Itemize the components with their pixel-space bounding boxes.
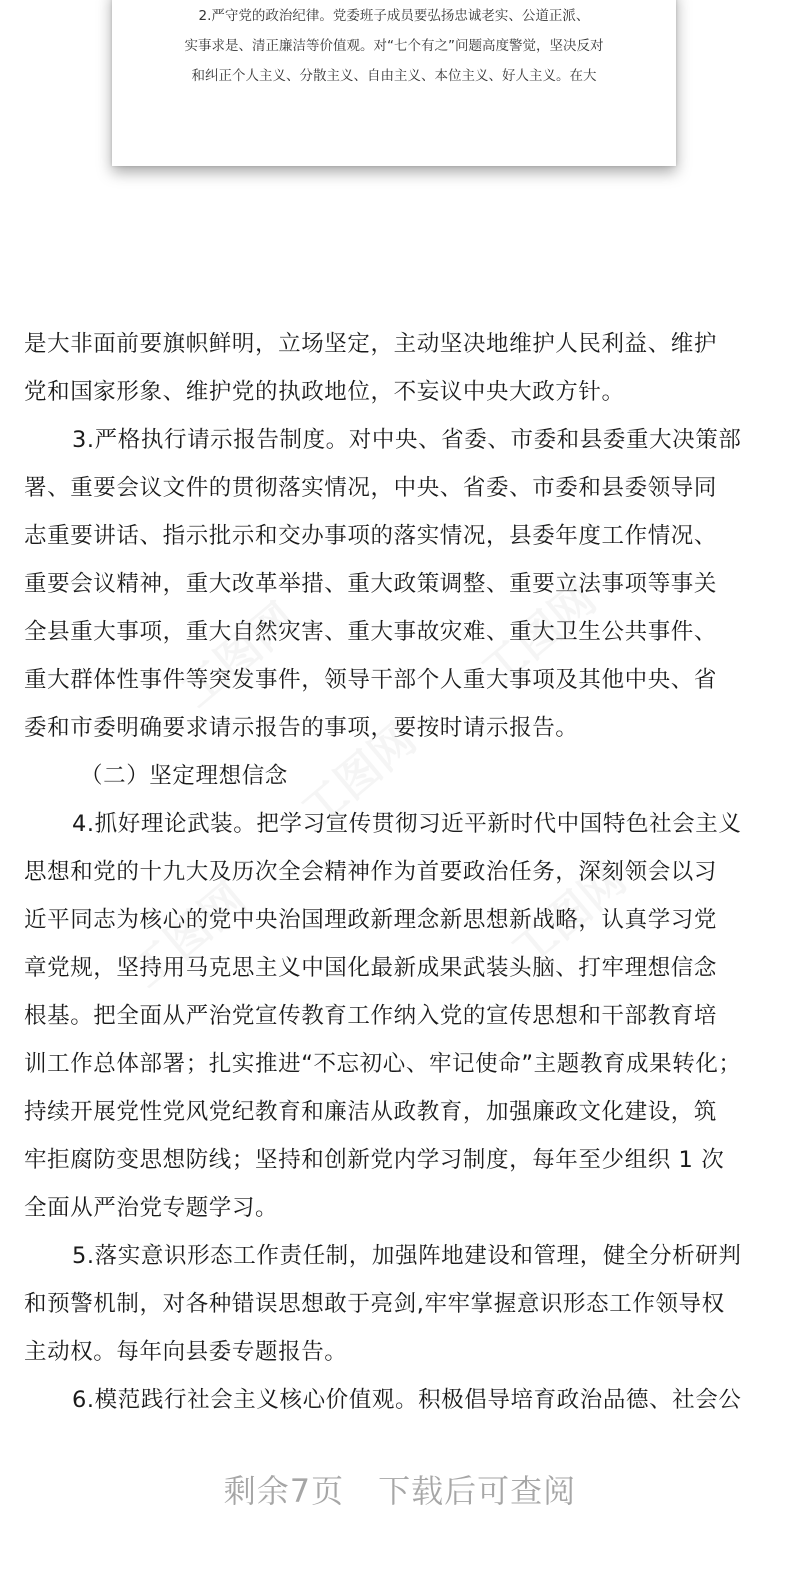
- preview-card: [112, 0, 676, 166]
- watermark: 工图网: [121, 873, 256, 998]
- paragraph-line: 和预警机制，对各种错误思想敢于亮剑,牢牢掌握意识形态工作领导权: [24, 1291, 725, 1317]
- paragraph-line: 牢拒腐防变思想防线；坚持和创新党内学习制度，每年至少组织 1 次: [24, 1147, 725, 1173]
- remaining-pages-label: 剩余7页: [223, 1472, 345, 1510]
- paragraph-line: 6.模范践行社会主义核心价值观。积极倡导培育政治品德、社会公: [72, 1387, 742, 1413]
- paragraph-line: 近平同志为核心的党中央治国理政新理念新思想新战略，认真学习党: [24, 907, 718, 933]
- watermark: 工图网: [471, 573, 606, 698]
- paragraph-line: 是大非面前要旗帜鲜明，立场坚定，主动坚决地维护人民利益、维护: [24, 331, 718, 357]
- download-prompt[interactable]: [0, 1466, 800, 1512]
- paragraph-line: 章党规，坚持用马克思主义中国化最新成果武装头脑、打牢理想信念: [24, 955, 718, 981]
- watermark: 工图网: [291, 713, 426, 838]
- section-heading: （二）坚定理想信念: [80, 763, 288, 789]
- document-body: [24, 320, 776, 1424]
- download-to-view-label: 下载后可查阅: [378, 1472, 577, 1510]
- paragraph-line: 全县重大事项，重大自然灾害、重大事故灾难、重大卫生公共事件、: [24, 619, 718, 645]
- preview-line-1: 2.严守党的政治纪律。党委班子成员要弘扬忠诚老实、公道正派、: [198, 8, 590, 24]
- preview-line-2: 实事求是、清正廉洁等价值观。对“七个有之”问题高度警觉，坚决反对: [184, 38, 604, 54]
- paragraph-line: 5.落实意识形态工作责任制，加强阵地建设和管理，健全分析研判: [72, 1243, 742, 1269]
- paragraph-line: 志重要讲话、指示批示和交办事项的落实情况，县委年度工作情况、: [24, 523, 718, 549]
- paragraph-line: 重要会议精神，重大改革举措、重大政策调整、重要立法事项等事关: [24, 571, 718, 597]
- paragraph-line: 根基。把全面从严治党宣传教育工作纳入党的宣传思想和干部教育培: [24, 1003, 718, 1029]
- paragraph-line: 持续开展党性党风党纪教育和廉洁从政教育，加强廉政文化建设，筑: [24, 1099, 718, 1125]
- paragraph-line: 训工作总体部署；扎实推进“不忘初心、牢记使命”主题教育成果转化；: [24, 1051, 742, 1077]
- paragraph-line: 4.抓好理论武装。把学习宣传贯彻习近平新时代中国特色社会主义: [72, 811, 742, 837]
- paragraph-line: 委和市委明确要求请示报告的事项，要按时请示报告。: [24, 715, 579, 741]
- watermark: 工图网: [501, 853, 636, 978]
- paragraph-line: 3.严格执行请示报告制度。对中央、省委、市委和县委重大决策部: [72, 427, 742, 453]
- watermark: 工图网: [171, 593, 306, 718]
- paragraph-line: 党和国家形象、维护党的执政地位，不妄议中央大政方针。: [24, 379, 625, 405]
- paragraph-line: 思想和党的十九大及历次全会精神作为首要政治任务，深刻领会以习: [24, 859, 718, 885]
- paragraph-line: 重大群体性事件等突发事件，领导干部个人重大事项及其他中央、省: [24, 667, 718, 693]
- paragraph-line: 主动权。每年向县委专题报告。: [24, 1339, 348, 1365]
- paragraph-line: 署、重要会议文件的贯彻落实情况，中央、省委、市委和县委领导同: [24, 475, 718, 501]
- preview-line-3: 和纠正个人主义、分散主义、自由主义、本位主义、好人主义。在大: [191, 68, 597, 84]
- paragraph-line: 全面从严治党专题学习。: [24, 1195, 279, 1221]
